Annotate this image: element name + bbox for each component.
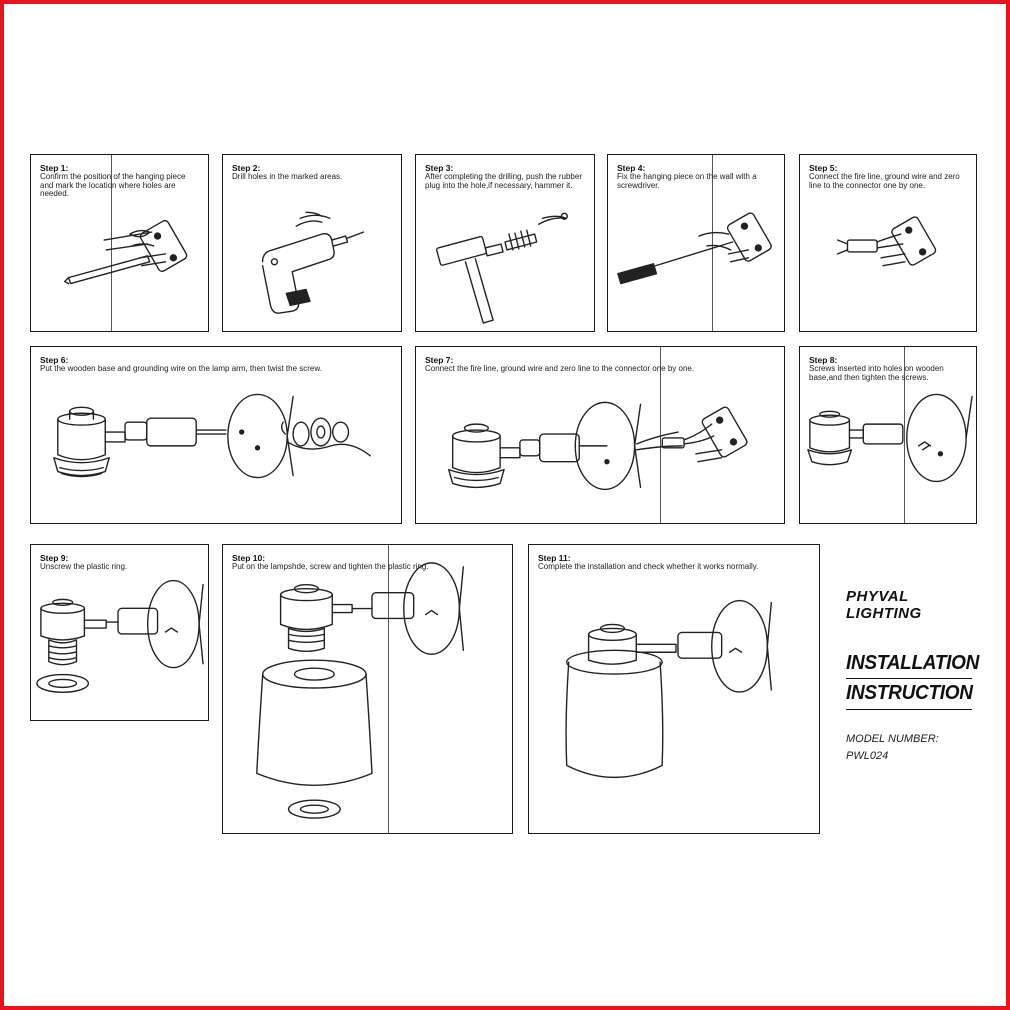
brand-line-1: PHYVAL [846, 588, 909, 605]
step-title: Step 8: [809, 355, 838, 365]
step-description: Connect the fire line, ground wire and zero line to the connector one by one. [425, 364, 695, 373]
brand-name [846, 588, 922, 622]
heading-line-2: INSTRUCTION [846, 682, 973, 704]
step-1-panel [30, 154, 209, 332]
step-title: Step 4: [617, 163, 646, 173]
step-title: Step 10: [232, 553, 266, 563]
step-title: Step 2: [232, 163, 261, 173]
step-title: Step 3: [425, 163, 454, 173]
model-number-value: PWL024 [846, 750, 889, 762]
step-description: After completing the drilling, push the rubber plug into the hole,if necessary, hammer it. [425, 172, 582, 190]
brand-line-2: LIGHTING [846, 605, 922, 622]
step-description: Screws inserted into holes on wooden base,and then tighten the screws. [809, 364, 944, 382]
step-description: Put on the lampshde, screw and tighten the plastic ring. [232, 562, 429, 571]
step-title: Step 7: [425, 355, 454, 365]
step-description: Drill holes in the marked areas. [232, 172, 343, 181]
step-description: Connect the fire line, ground wire and zero line to the connector one by one. [809, 172, 960, 190]
step-10-panel [222, 544, 513, 834]
step-2-panel [222, 154, 402, 332]
step-title: Step 5: [809, 163, 838, 173]
step-5-panel [799, 154, 977, 332]
step-9-panel [30, 544, 209, 721]
heading-divider [846, 678, 972, 679]
step-description: Confirm the position of the hanging piece and mark the location where holes are needed. [40, 172, 186, 198]
step-description: Fix the hanging piece on the wall with a screwdriver. [617, 172, 757, 190]
model-number-label: MODEL NUMBER: [846, 733, 939, 745]
step-11-panel [528, 544, 820, 834]
step-description: Complete the installation and check whether it works normally. [538, 562, 759, 571]
step-title: Step 11: [538, 553, 571, 563]
step-title: Step 1: [40, 163, 69, 173]
step-8-panel [799, 346, 977, 524]
step-3-panel [415, 154, 595, 332]
step-4-panel [607, 154, 785, 332]
heading-line-1: INSTALLATION [846, 652, 980, 674]
step-title: Step 6: [40, 355, 69, 365]
completed-lamp-illustration [529, 545, 819, 833]
step-title: Step 9: [40, 553, 69, 563]
step-7-panel [415, 346, 785, 524]
step-description: Unscrew the plastic ring. [40, 562, 128, 571]
heading-divider [846, 709, 972, 710]
lampshade-installation-illustration [223, 545, 512, 833]
step-description: Put the wooden base and grounding wire on the lamp arm, then twist the screw. [40, 364, 322, 373]
step-6-panel [30, 346, 402, 524]
